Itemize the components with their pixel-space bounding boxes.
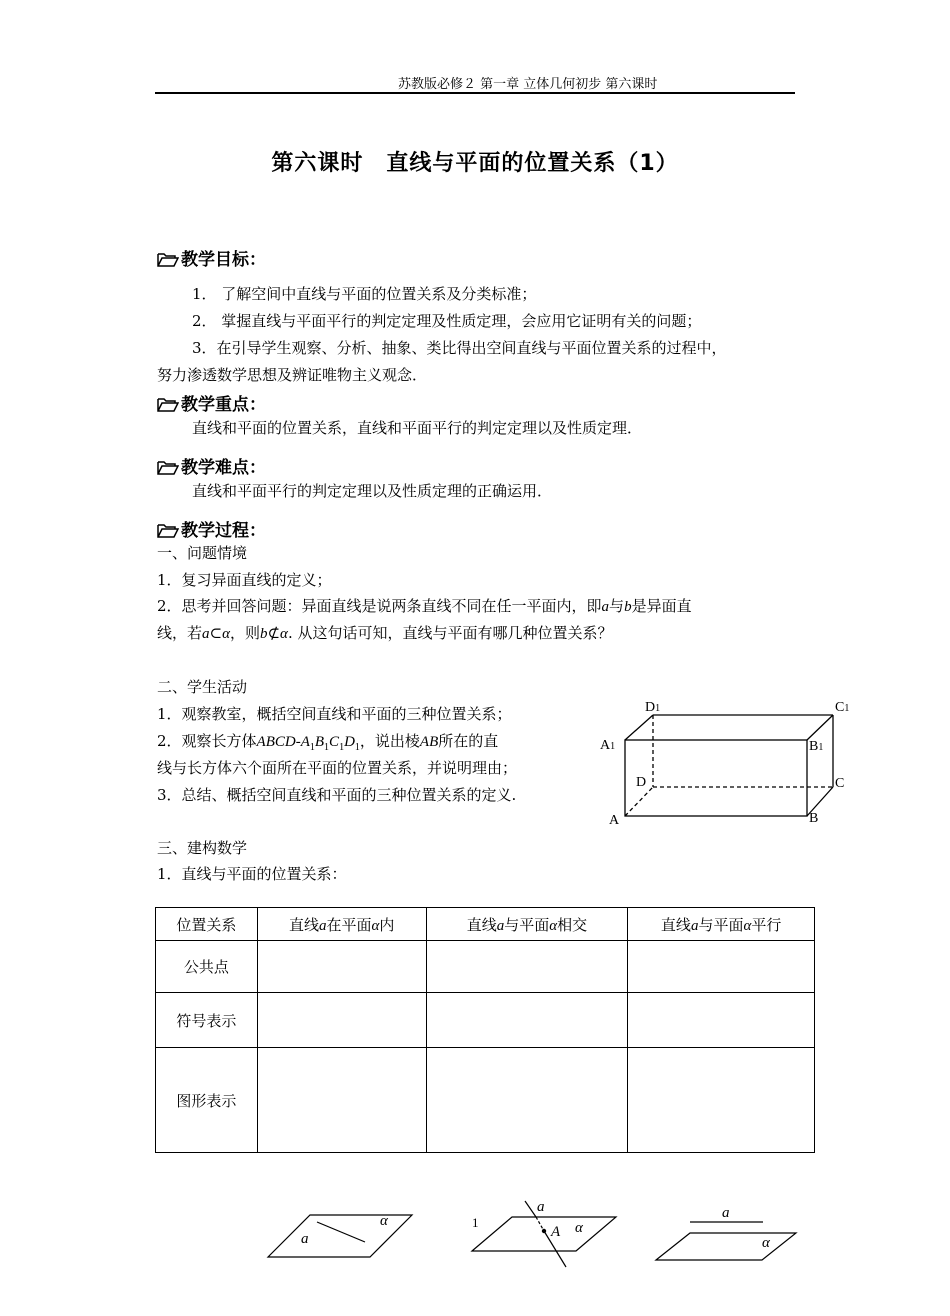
fig3-label-a: a: [722, 1205, 730, 1221]
edge-ab: AB: [419, 734, 439, 750]
folder-icon: [157, 522, 179, 538]
goal-item: 3．在引导学生观察、分析、抽象、类比得出空间直线与平面位置关系的过程中，: [192, 339, 727, 357]
table-row: [156, 1048, 815, 1153]
figure-number: 1: [472, 1215, 479, 1230]
alpha-symbol: α: [371, 917, 380, 934]
plane-parallel: [656, 1233, 796, 1260]
fig2-label-A: A: [551, 1224, 561, 1240]
plane-figures: [260, 1195, 820, 1275]
fig1-label-alpha: α: [380, 1213, 388, 1229]
label-c: C: [835, 776, 845, 791]
expr-b-notin-alpha: b⊄α: [259, 626, 288, 642]
fig2-label-alpha: α: [575, 1220, 583, 1236]
part2-l4: 3．总结、概括空间直线和平面的三种位置关系的定义.: [157, 786, 517, 804]
text: 相交: [557, 915, 588, 934]
text: 直线: [660, 915, 691, 934]
text: 直线: [289, 915, 320, 934]
section-process-label: 教学过程：: [181, 521, 266, 541]
alpha-symbol: α: [743, 917, 752, 934]
section-goals-label: 教学目标：: [181, 250, 266, 270]
table-cell: [426, 941, 628, 993]
part1-q1: 1．复习异面直线的定义；: [157, 571, 332, 589]
text: ，说出棱: [359, 732, 420, 750]
plane-in: [268, 1215, 412, 1257]
header-rule: [155, 92, 795, 94]
label-d: D: [636, 775, 647, 790]
folder-icon: [157, 251, 179, 267]
text: 所在的直: [438, 732, 499, 750]
text: 内: [379, 915, 395, 934]
table-row: [156, 941, 815, 993]
table-header-cell: [257, 908, 426, 941]
position-relation-table: [155, 907, 815, 1153]
goal-item: 2． 掌握直线与平面平行的判定定理及性质定理，会应用它证明有关的问题；: [192, 312, 702, 330]
keypoints-text: 直线和平面的位置关系，直线和平面平行的判定定理以及性质定理．: [192, 419, 643, 437]
label-b: B: [809, 811, 819, 826]
table-cell: [426, 1048, 628, 1153]
label-b1: B1: [809, 739, 824, 754]
part2-l1: 1．观察教室，概括空间直线和平面的三种位置关系；: [157, 705, 512, 723]
text: 2．思考并回答问题：异面直线是说两条直线不同在任一平面内，即: [157, 597, 602, 615]
text: 与平面: [504, 915, 550, 934]
difficulties-text: 直线和平面平行的判定定理以及性质定理的正确运用．: [192, 482, 553, 500]
expr-a-in-alpha: a⊂α: [202, 626, 230, 642]
part2-l2: [157, 731, 498, 758]
section-keypoints-label: 教学重点：: [181, 395, 266, 415]
table-row: [156, 993, 815, 1048]
folder-icon: [157, 459, 179, 475]
goal-item: 努力渗透数学思想及辨证唯物主义观念．: [157, 366, 428, 384]
var-a: a: [496, 917, 505, 934]
text: 2．观察长方体: [157, 732, 257, 750]
text: 与平面: [698, 915, 744, 934]
var-a: a: [690, 917, 699, 934]
cuboid-name: ABCD-$A_1B_1C_1D_1$: [256, 734, 360, 753]
text: 平行: [751, 915, 782, 934]
table-cell: [257, 1048, 426, 1153]
var-a: a: [601, 599, 610, 615]
cuboid-figure: [595, 690, 865, 830]
var-b: b: [624, 599, 632, 615]
table-row-label: 公共点: [156, 941, 258, 993]
text: . 从这句话可知，直线与平面有哪几种位置关系？: [287, 624, 613, 642]
label-d1: D1: [645, 700, 661, 715]
line-a-top: [525, 1201, 536, 1217]
table-header-cell: [628, 908, 815, 941]
part3-l1: 1．直线与平面的位置关系：: [157, 865, 347, 883]
section-difficulties-label: 教学难点：: [181, 458, 266, 478]
table-header-cell: 位置关系: [156, 908, 258, 941]
fig3-label-alpha: α: [762, 1235, 770, 1251]
page-title: 第六课时 直线与平面的位置关系（1）: [271, 151, 679, 176]
header-text: 苏教版必修２ 第一章 立体几何初步 第六课时: [398, 77, 658, 92]
label-a1: A1: [600, 738, 616, 753]
section-goals: [157, 245, 266, 270]
edge-a-d-hidden: [625, 787, 653, 816]
part1-q2: [157, 596, 692, 617]
table-row-label: 符号表示: [156, 993, 258, 1048]
text: 是异面直: [631, 597, 692, 615]
table-row-label: 图形表示: [156, 1048, 258, 1153]
edge-a1-d1: [625, 715, 653, 740]
text: 与: [609, 597, 625, 615]
edge-b1-c1: [807, 715, 833, 740]
fig1-label-a: a: [301, 1231, 309, 1247]
table-header-cell: [426, 908, 628, 941]
alpha-symbol: α: [549, 917, 558, 934]
table-header-row: [156, 908, 815, 941]
fig2-label-a: a: [537, 1199, 545, 1215]
table-cell: [426, 993, 628, 1048]
part3-heading: 三、建构数学: [157, 839, 248, 857]
text: ，则: [229, 624, 260, 642]
intersection-point: [542, 1229, 546, 1233]
section-difficulties: [157, 453, 266, 478]
table-cell: [257, 941, 426, 993]
part1-q3: [157, 623, 612, 644]
table-cell: [628, 1048, 815, 1153]
part2-heading: 二、学生活动: [157, 678, 248, 696]
var-a: a: [319, 917, 327, 934]
line-a-hidden: [536, 1217, 544, 1231]
label-a: A: [609, 813, 620, 828]
table-cell: [257, 993, 426, 1048]
text: 在平面: [326, 915, 372, 934]
folder-icon: [157, 396, 179, 412]
part1-heading: 一、问题情境: [157, 544, 248, 562]
section-process: [157, 516, 266, 541]
plane-intersect: [472, 1217, 616, 1251]
line-a-in-plane: [317, 1222, 365, 1242]
label-c1: C1: [835, 700, 850, 715]
table-cell: [628, 941, 815, 993]
part2-l3: 线与长方体六个面所在平面的位置关系，并说明理由；: [157, 759, 518, 777]
text: 直线: [466, 915, 497, 934]
table-cell: [628, 993, 815, 1048]
text: 线，若: [157, 624, 203, 642]
goal-item: 1． 了解空间中直线与平面的位置关系及分类标准；: [192, 285, 537, 303]
cuboid-front-face: [625, 740, 807, 816]
section-keypoints: [157, 390, 266, 415]
